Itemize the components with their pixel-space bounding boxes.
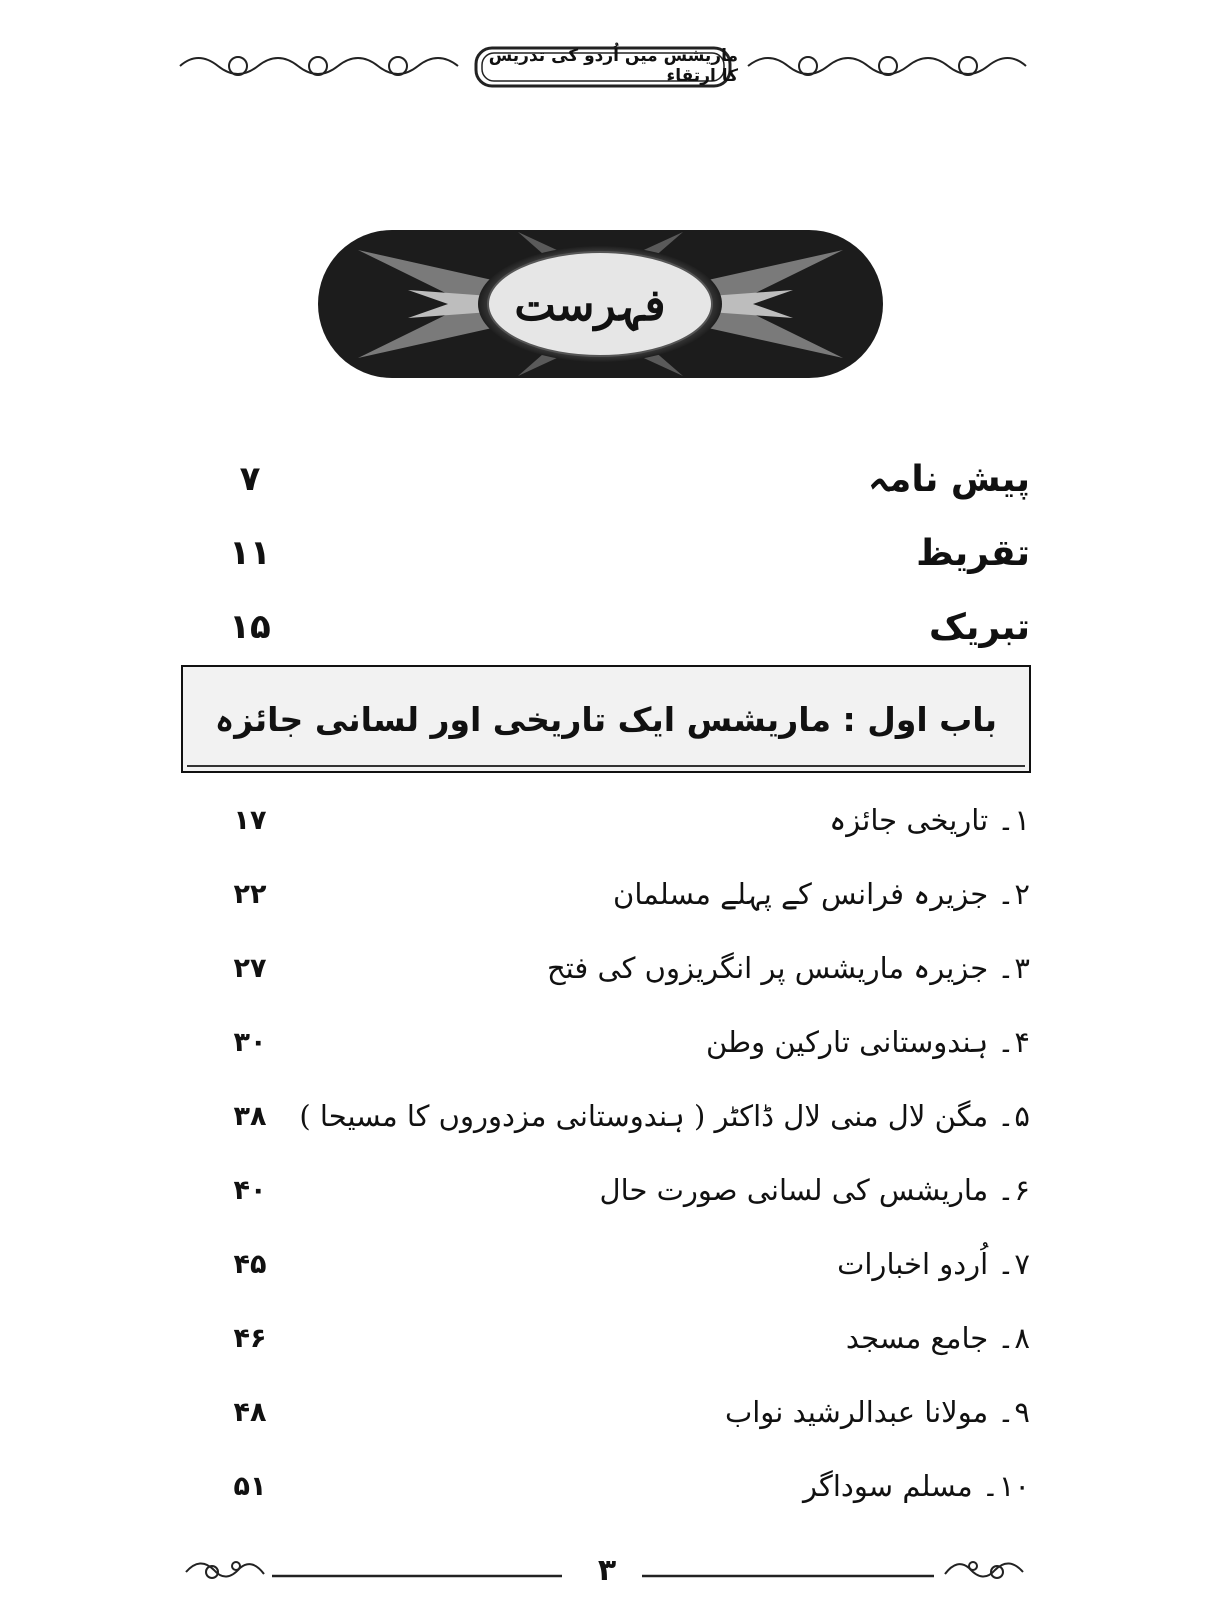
toc-entry-page: ۱۵ [229, 607, 271, 647]
page-number: ۳ [597, 1553, 617, 1588]
toc-section-page: ۳۸ [233, 1100, 267, 1132]
toc-entry-page: ۷ [239, 459, 261, 499]
toc-section-title: ۳۔ جزیرہ ماریشس پر انگریزوں کی فتح [546, 951, 1030, 985]
toc-section-page: ۴۵ [233, 1248, 267, 1280]
toc-section-page: ۲۲ [233, 878, 267, 910]
toc-section-page: ۱۷ [233, 804, 267, 836]
toc-section-entry[interactable] [220, 940, 1030, 996]
chapter-heading: باب اول : ماریشس ایک تاریخی اور لسانی جائزہ [214, 699, 998, 739]
toc-section-title: ۸۔ جامع مسجد [845, 1321, 1030, 1355]
toc-entry-page: ۱۱ [229, 533, 271, 573]
toc-section-title: ۷۔ اُردو اخبارات [837, 1247, 1030, 1281]
toc-section-entry[interactable] [220, 1458, 1030, 1514]
toc-entry-title: تبریک [929, 606, 1030, 648]
toc-section-page: ۴۰ [233, 1174, 267, 1206]
toc-section-title: ۱۔ تاریخی جائزہ [829, 803, 1030, 837]
toc-section-entry[interactable] [220, 866, 1030, 922]
toc-section-page: ۴۸ [233, 1396, 267, 1428]
toc-section-page: ۵۱ [233, 1470, 267, 1502]
running-header-title: ماریشس میں اُردو کی تدریس کا ارتقاء [488, 46, 738, 86]
toc-entry[interactable] [220, 599, 1030, 655]
toc-section-title: ۵۔ مگن لال منی لال ڈاکٹر ( ہندوستانی مزدوروں کا مسیحا ) [299, 1099, 1030, 1133]
toc-entry[interactable] [220, 525, 1030, 581]
toc-section-entry[interactable] [220, 1162, 1030, 1218]
chapter-heading-box [181, 665, 1031, 773]
toc-section-page: ۳۰ [233, 1026, 267, 1058]
toc-section-entry[interactable] [220, 1384, 1030, 1440]
toc-section-title: ۴۔ ہندوستانی تارکین وطن [705, 1025, 1030, 1059]
contents-title: فہرست [514, 279, 666, 331]
toc-section-entry[interactable] [220, 1236, 1030, 1292]
toc-section-title: ۲۔ جزیرہ فرانس کے پہلے مسلمان [613, 877, 1030, 911]
toc-section-title: ۹۔ مولانا عبدالرشید نواب [724, 1395, 1030, 1429]
toc-section-title: ۶۔ ماریشس کی لسانی صورت حال [599, 1173, 1030, 1207]
toc-entry[interactable] [220, 451, 1030, 507]
toc-section-entry[interactable] [220, 1014, 1030, 1070]
toc-section-entry[interactable] [220, 1310, 1030, 1366]
toc-section-title: ۱۰۔ مسلم سوداگر [803, 1469, 1030, 1503]
toc-section-page: ۴۶ [233, 1322, 267, 1354]
toc-section-entry[interactable] [220, 1088, 1030, 1144]
toc-section-page: ۲۷ [233, 952, 267, 984]
toc-entry-title: پیش نامہ [867, 458, 1030, 500]
toc-section-entry[interactable] [220, 792, 1030, 848]
toc-entry-title: تقریظ [916, 532, 1030, 574]
